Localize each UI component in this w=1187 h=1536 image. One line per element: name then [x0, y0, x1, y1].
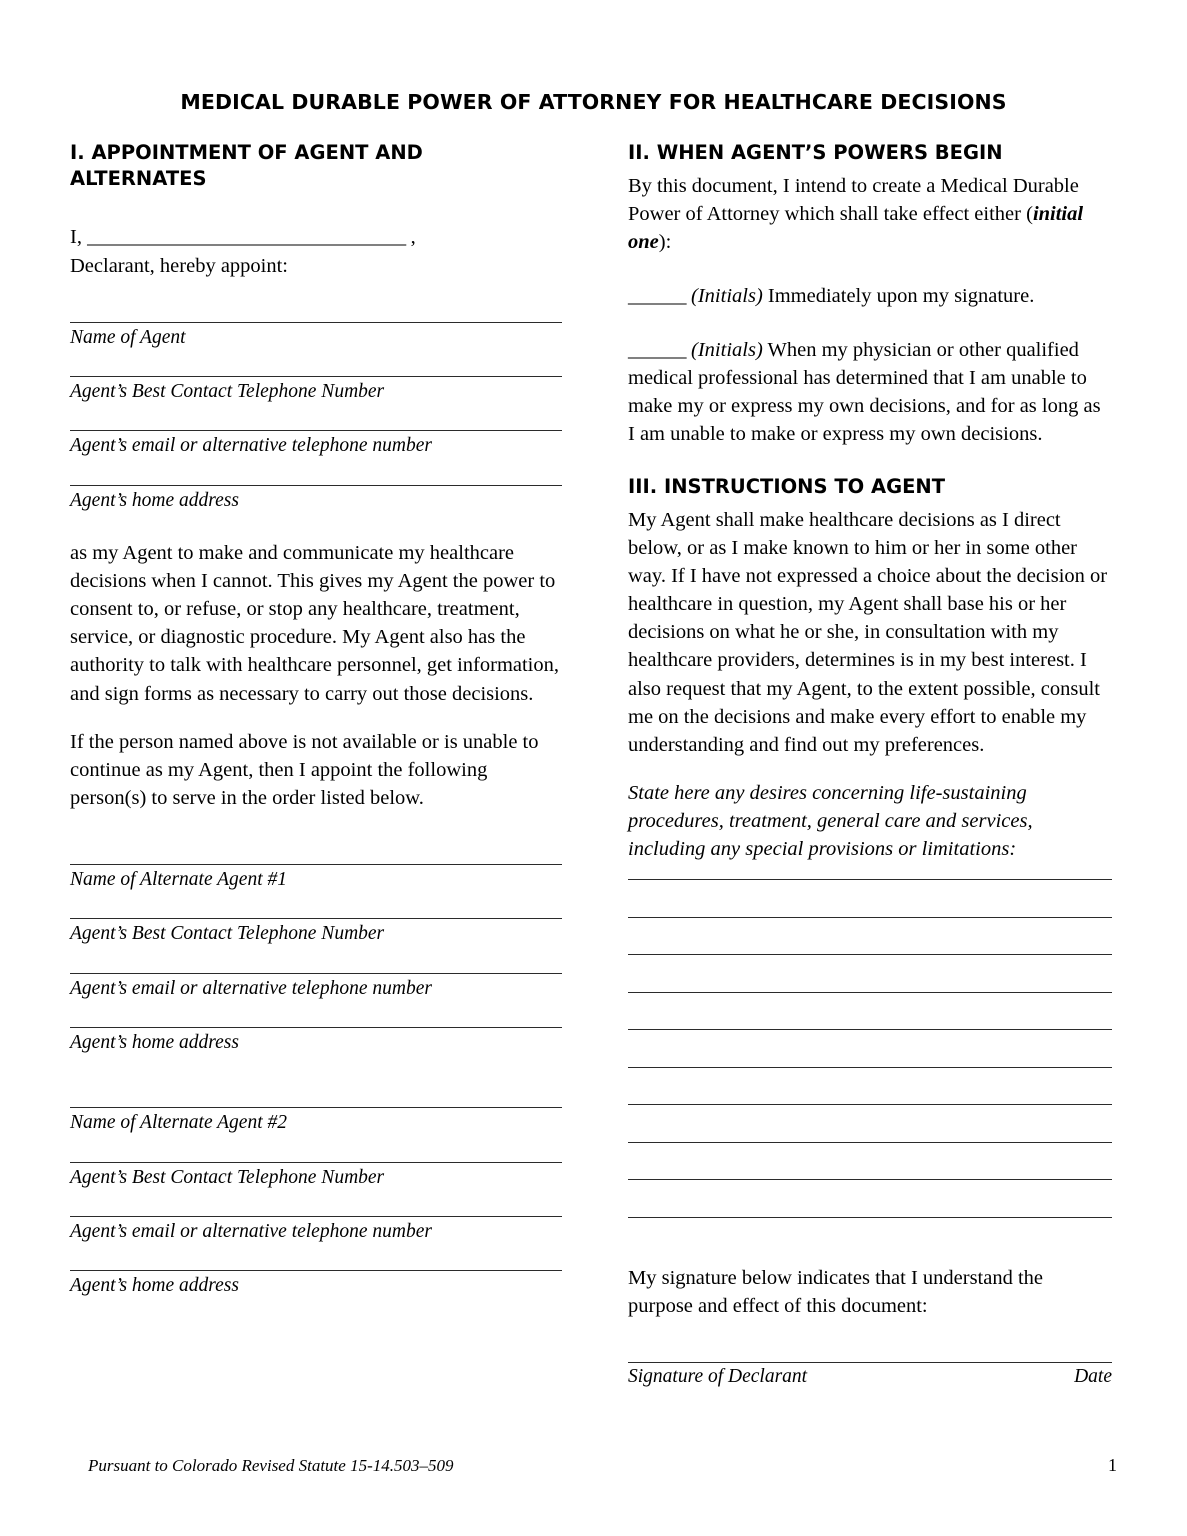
write-in-line[interactable]: [628, 1142, 1112, 1143]
field-caption: Name of Agent: [70, 326, 186, 348]
powers-option-immediate: [628, 282, 1112, 310]
section-two-intro-part2: ):: [658, 230, 672, 253]
declarant-name-blank[interactable]: _________________________________: [87, 226, 406, 249]
powers-option-immediate-text: Immediately upon my signature.: [762, 284, 1035, 307]
initials-label: (Initials): [691, 284, 763, 307]
section-two-intro: [628, 172, 1112, 256]
field-caption: Name of Alternate Agent #1: [70, 868, 288, 890]
field-caption: Agent’s home address: [70, 489, 239, 511]
agent-powers-paragraph: as my Agent to make and communicate my healthcare decisions when I cannot. This gives my Agent the power to consent to, or refuse, or stop any healthcare, treatment, service, or diagnostic procedure. My Agent also has the authority to talk with healthcare personnel, get information, and sign forms as necessary to carry out those decisions.: [70, 542, 560, 705]
agent-field-address: [70, 485, 562, 513]
field-caption: Agent’s email or alternative telephone number: [70, 977, 432, 999]
field-caption: Name of Alternate Agent #2: [70, 1112, 288, 1134]
initials-blank-immediate[interactable]: ______: [628, 284, 686, 307]
field-caption: Agent’s email or alternative telephone number: [70, 435, 432, 457]
agent-field-email: [70, 430, 562, 458]
powers-option-incapacity-text: When my physician or other qualified medical professional has determined that I am unable to make my or express my own decisions, and for as long as I am unable to make or express my own decisions.: [628, 339, 1101, 446]
field-caption: Agent’s home address: [70, 1031, 239, 1053]
date-caption: Date: [1074, 1365, 1112, 1387]
page-title: MEDICAL DURABLE POWER OF ATTORNEY FOR HEALTHCARE DECISIONS: [180, 90, 1007, 114]
agent-field-name: [70, 322, 562, 350]
statute-citation: Pursuant to Colorado Revised Statute 15-14.503–509: [88, 1456, 454, 1475]
left-column: [70, 140, 562, 1299]
page-number: 1: [1108, 1455, 1117, 1475]
section-two-heading: II. WHEN AGENT’S POWERS BEGIN: [628, 141, 1003, 164]
signature-captions: [628, 1363, 1112, 1388]
section-three-paragraph: My Agent shall make healthcare decisions as I direct below, or as I make known to him or her in some other way. If I have not expressed a choice about the decision or healthcare in question, my Agent shall base his or her decisions on what he or she, in consultation with my healthcare providers, determines is in my best interest. I also request that my Agent, to the extent possible, consult me on the decisions and make every effort to enable my understanding and find out my preferences.: [628, 509, 1108, 756]
field-caption: Agent’s Best Contact Telephone Number: [70, 1166, 385, 1188]
write-in-line[interactable]: [628, 1179, 1112, 1180]
write-in-line[interactable]: [628, 1217, 1112, 1218]
initials-blank-incapacity[interactable]: ______: [628, 339, 686, 362]
write-in-line[interactable]: [628, 1067, 1112, 1068]
agent-field-phone: [70, 376, 562, 404]
initials-label: (Initials): [691, 339, 763, 362]
section-two-intro-part1: By this document, I intend to create a Medical Durable Power of Attorney which shall take effect either (: [628, 174, 1079, 225]
field-caption: Agent’s Best Contact Telephone Number: [70, 923, 385, 945]
alternate2-field-email: [70, 1216, 562, 1244]
instructions-write-in-area: [628, 879, 1112, 1218]
alternate2-field-phone: [70, 1162, 562, 1190]
declarant-line-prefix: I,: [70, 226, 82, 249]
alternate1-field-email: [70, 973, 562, 1001]
write-in-line[interactable]: [628, 879, 1112, 880]
declarant-line-suffix: ,: [410, 226, 416, 249]
section-two-intro-emphasis: initial one: [628, 202, 1084, 253]
write-in-line[interactable]: [628, 954, 1112, 955]
field-caption: Agent’s Best Contact Telephone Number: [70, 381, 385, 402]
signature-caption: Signature of Declarant: [628, 1365, 808, 1387]
alternate2-field-name: [70, 1107, 562, 1135]
field-caption: Agent’s email or alternative telephone number: [70, 1221, 432, 1243]
section-three-italic-prompt: State here any desires concerning life-sustaining procedures, treatment, general care and services, including any special provisions or limitations:: [628, 781, 1033, 860]
page-footer: [88, 1455, 1117, 1476]
alternate-agents-paragraph: If the person named above is not available or is unable to continue as my Agent, then I appoint the following person(s) to serve in the order listed below.: [70, 730, 539, 809]
write-in-line[interactable]: [628, 1104, 1112, 1105]
field-caption: Agent’s home address: [70, 1275, 239, 1297]
alternate1-field-address: [70, 1027, 562, 1055]
declarant-line-second: Declarant, hereby appoint:: [70, 254, 289, 277]
alternate1-field-phone: [70, 918, 562, 946]
declarant-line: [70, 223, 562, 279]
powers-option-incapacity: [628, 336, 1112, 448]
write-in-line[interactable]: [628, 1029, 1112, 1030]
write-in-line[interactable]: [628, 992, 1112, 993]
alternate2-field-address: [70, 1270, 562, 1298]
write-in-line[interactable]: [628, 917, 1112, 918]
section-three-heading: III. INSTRUCTIONS TO AGENT: [628, 475, 946, 499]
right-column: [628, 140, 1112, 1388]
alternate1-field-name: [70, 864, 562, 892]
signature-block: [628, 1264, 1112, 1388]
signature-statement: My signature below indicates that I understand the purpose and effect of this document:: [628, 1266, 1044, 1317]
section-one-heading: I. APPOINTMENT OF AGENT AND ALTERNATES: [70, 141, 423, 190]
